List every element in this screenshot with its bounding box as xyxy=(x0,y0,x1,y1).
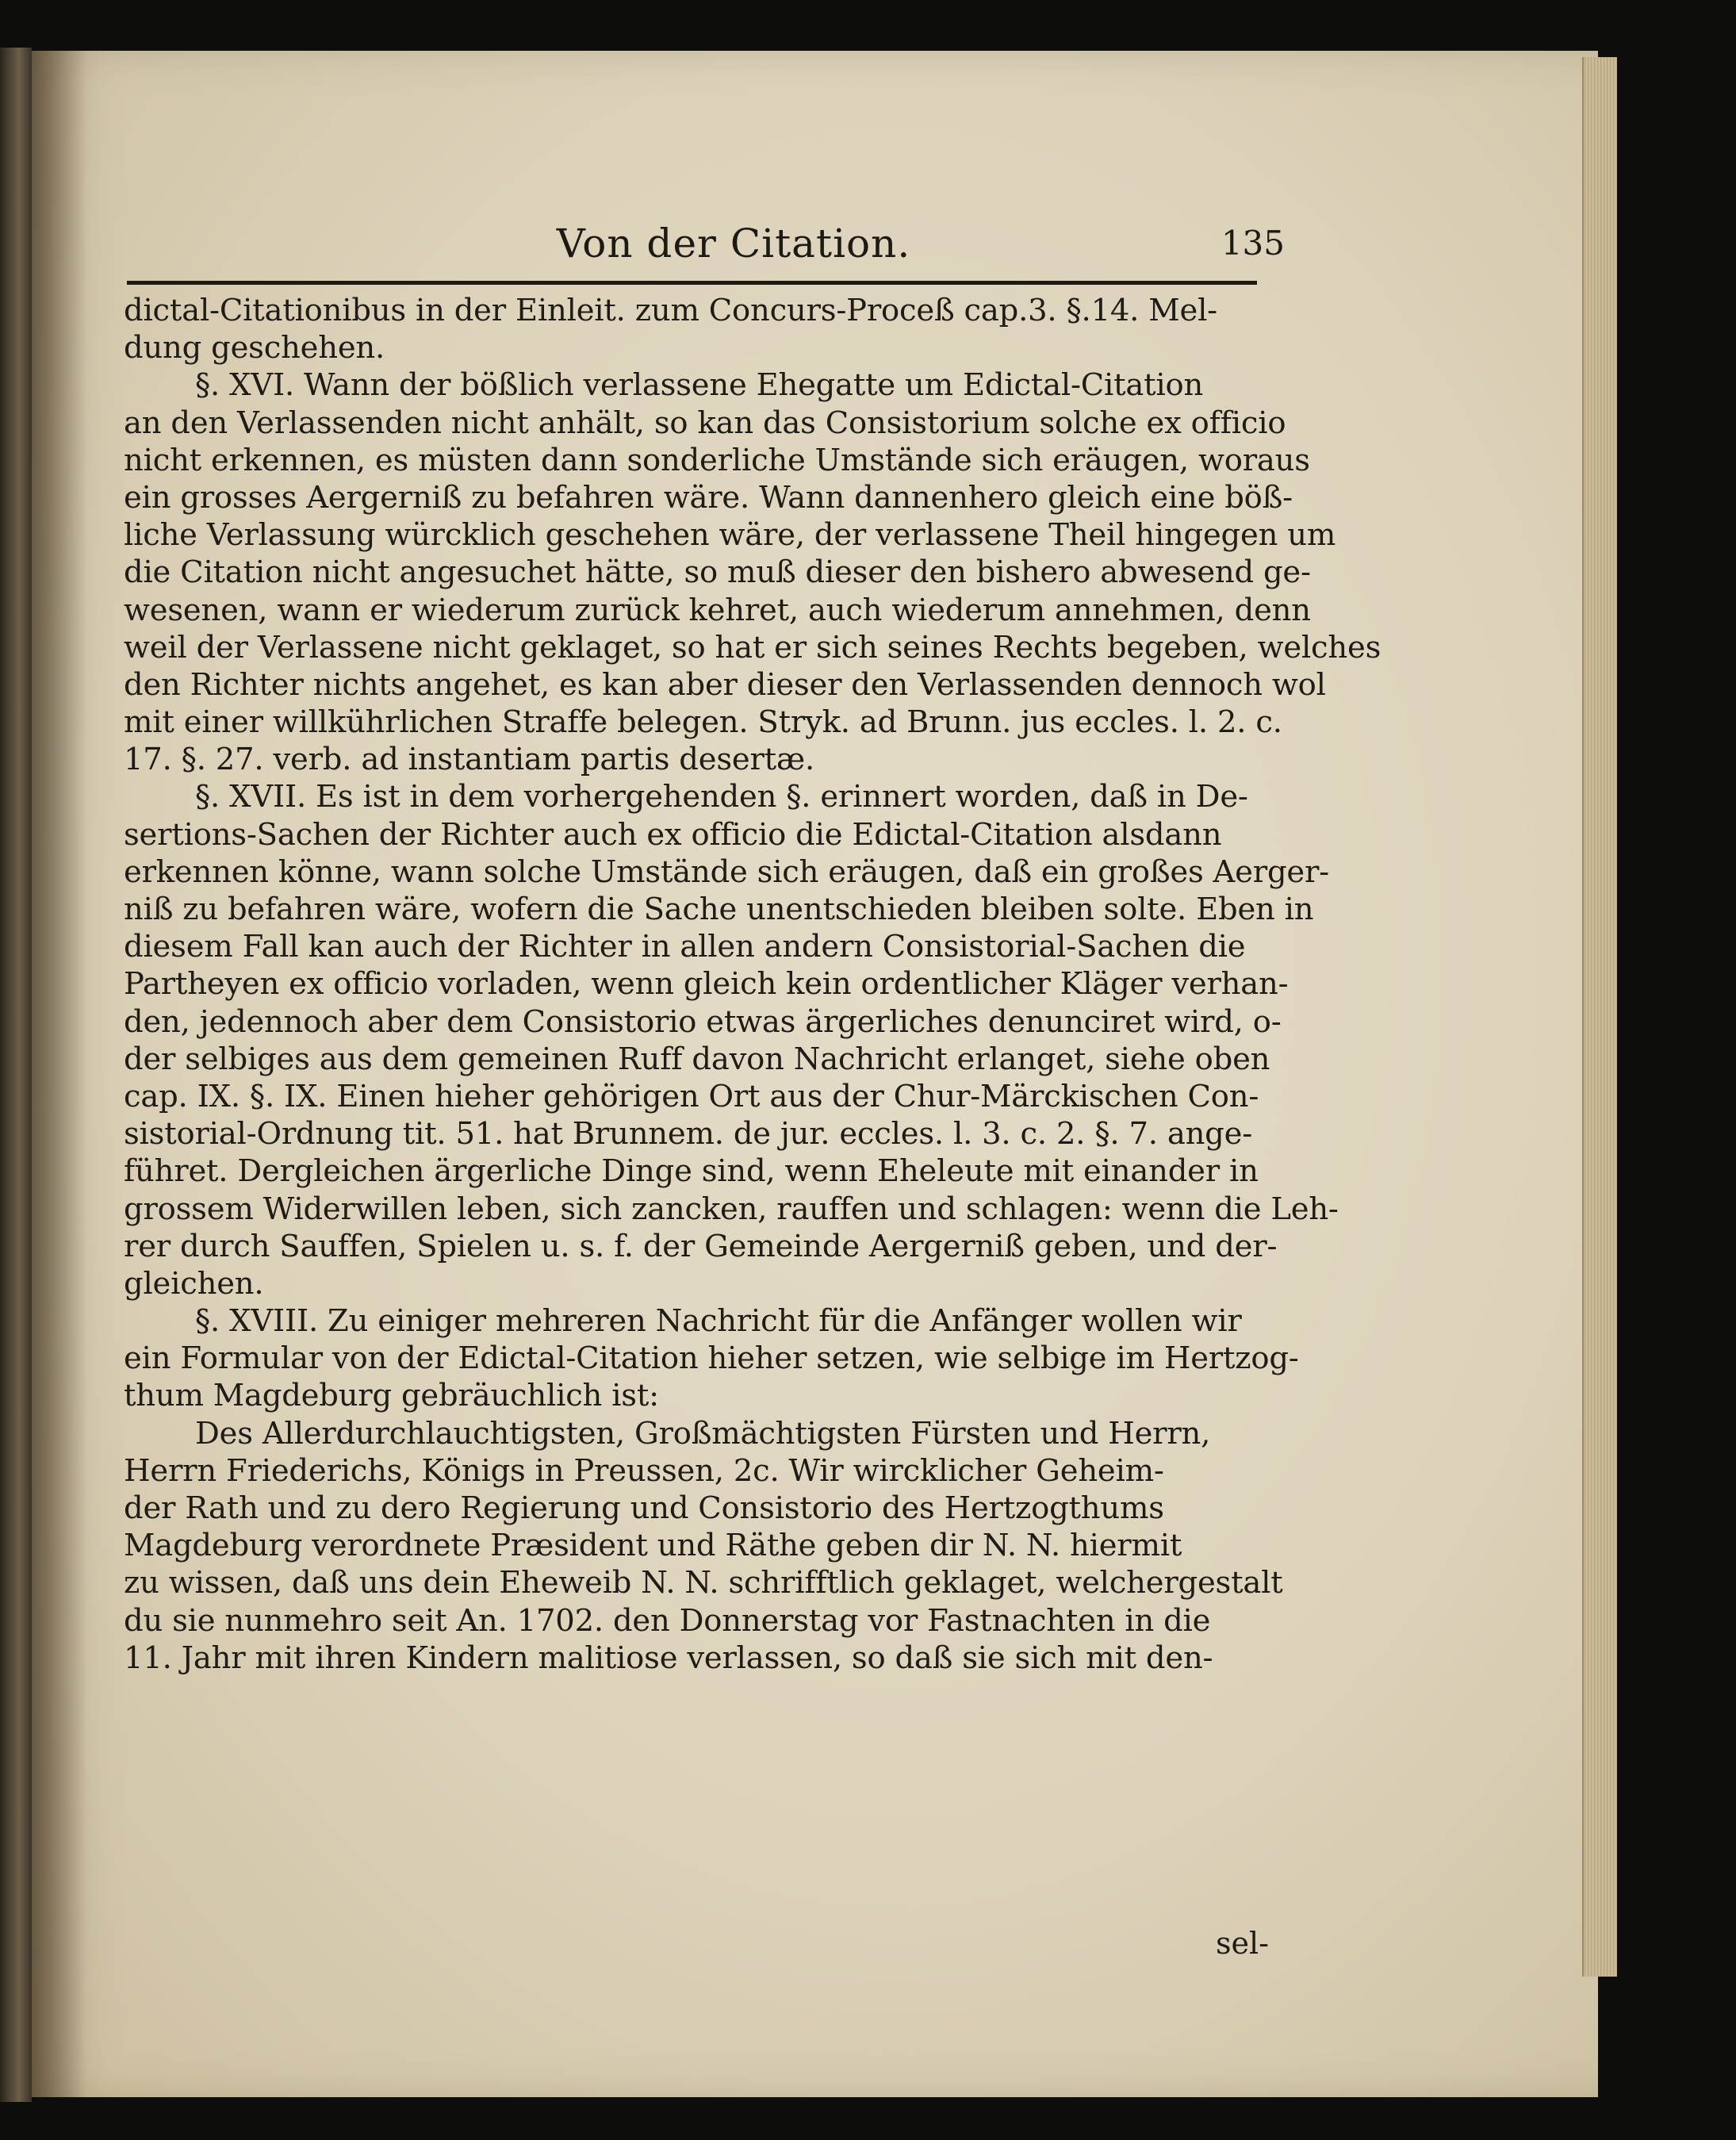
text-line: führet. Dergleichen ärgerliche Dinge sind, wenn Eheleute mit einander in xyxy=(124,1153,1259,1190)
text-line: nicht erkennen, es müsten dann sonderliche Umstände sich eräugen, woraus xyxy=(124,442,1310,478)
text-line: weil der Verlassene nicht geklaget, so hat er sich seines Rechts begeben, welches xyxy=(124,629,1382,665)
text-line: §. XVI. Wann der bößlich verlassene Ehegatte um Edictal-Citation xyxy=(195,367,1204,404)
text-line: 11. Jahr mit ihren Kindern malitiose verlassen, so daß sie sich mit den- xyxy=(124,1640,1213,1676)
text-line: den, jedennoch aber dem Consistorio etwas ärgerliches denunciret wird, o- xyxy=(124,1003,1282,1040)
text-line: Magdeburg verordnete Præsident und Räthe geben dir N. N. hiermit xyxy=(124,1528,1182,1564)
text-line: gleichen. xyxy=(124,1265,264,1302)
text-line: niß zu befahren wäre, wofern die Sache unentschieden bleiben solte. Eben in xyxy=(124,892,1314,927)
text-line: wesenen, wann er wiederum zurück kehret, auch wiederum annehmen, denn xyxy=(124,592,1311,628)
text-line: der Rath und zu dero Regierung und Consistorio des Hertzogthums xyxy=(124,1490,1164,1526)
page-edge-stack xyxy=(1582,57,1617,1977)
text-line: Des Allerdurchlauchtigsten, Großmächtigsten Fürsten und Herrn, xyxy=(195,1415,1211,1452)
text-line: zu wissen, daß uns dein Eheweib N. N. schrifftlich geklaget, welchergestalt xyxy=(124,1565,1283,1601)
text-line: Partheyen ex officio vorladen, wenn gleich kein ordentlicher Kläger verhan- xyxy=(124,966,1289,1003)
text-line: du sie nunmehro seit An. 1702. den Donnerstag vor Fastnachten in die xyxy=(124,1602,1211,1639)
text-line: rer durch Sauffen, Spielen u. s. f. der Gemeinde Aergerniß geben, und der- xyxy=(124,1228,1278,1264)
left-page-edge xyxy=(0,48,32,2102)
text-line: der selbiges aus dem gemeinen Ruff davon Nachricht erlanget, siehe oben xyxy=(124,1041,1270,1077)
text-line: sertions-Sachen der Richter auch ex officio die Edictal-Citation alsdann xyxy=(124,816,1222,853)
text-line: ein Formular von der Edictal-Citation hieher setzen, wie selbige im Hertzog- xyxy=(124,1340,1299,1377)
text-line: sistorial-Ordnung tit. 51. hat Brunnem. de jur. eccles. l. 3. c. 2. §. 7. ange- xyxy=(124,1116,1253,1152)
page-number: 135 xyxy=(1221,224,1285,263)
text-line: mit einer willkührlichen Straffe belegen. Stryk. ad Brunn. jus eccles. l. 2. c. xyxy=(124,704,1282,741)
text-line: cap. IX. §. IX. Einen hieher gehörigen Ort aus der Chur-Märckischen Con- xyxy=(124,1078,1259,1114)
text-line: erkennen könne, wann solche Umstände sich eräugen, daß ein großes Aerger- xyxy=(124,853,1329,890)
text-line: §. XVIII. Zu einiger mehreren Nachricht für die Anfänger wollen wir xyxy=(195,1303,1242,1340)
text-line: dictal-Citationibus in der Einleit. zum Concurs-Proceß cap.3. §.14. Mel- xyxy=(124,293,1217,328)
catchword: sel- xyxy=(1216,1926,1269,1961)
text-line: den Richter nichts angehet, es kan aber dieser den Verlassenden dennoch wol xyxy=(124,666,1326,703)
text-line: 17. §. 27. verb. ad instantiam partis desertæ. xyxy=(124,742,814,778)
text-line: diesem Fall kan auch der Richter in allen andern Consistorial-Sachen die xyxy=(124,929,1246,965)
text-line: Herrn Friederichs, Königs in Preussen, 2c. Wir wircklicher Geheim- xyxy=(124,1452,1164,1489)
text-line: grossem Widerwillen leben, sich zancken, rauffen und schlagen: wenn die Leh- xyxy=(124,1191,1339,1227)
text-line: thum Magdeburg gebräuchlich ist: xyxy=(124,1378,659,1414)
body-text xyxy=(124,292,1382,1677)
text-line: an den Verlassenden nicht anhält, so kan das Consistorium solche ex officio xyxy=(124,405,1286,441)
gutter-shadow xyxy=(32,51,87,2097)
text-line: ein grosses Aergerniß zu befahren wäre. Wann dannenhero gleich eine böß- xyxy=(124,479,1293,516)
text-line: die Citation nicht angesuchet hätte, so muß dieser den bishero abwesend ge- xyxy=(124,554,1311,591)
text-line: liche Verlassung würcklich geschehen wäre, der verlassene Theil hingegen um xyxy=(124,517,1336,554)
running-head xyxy=(127,221,1293,268)
header-rule xyxy=(127,281,1257,285)
running-head-title: Von der Citation. xyxy=(556,221,911,267)
text-line: §. XVII. Es ist in dem vorhergehenden §. erinnert worden, daß in De- xyxy=(195,779,1248,815)
text-line: dung geschehen. xyxy=(124,330,385,366)
